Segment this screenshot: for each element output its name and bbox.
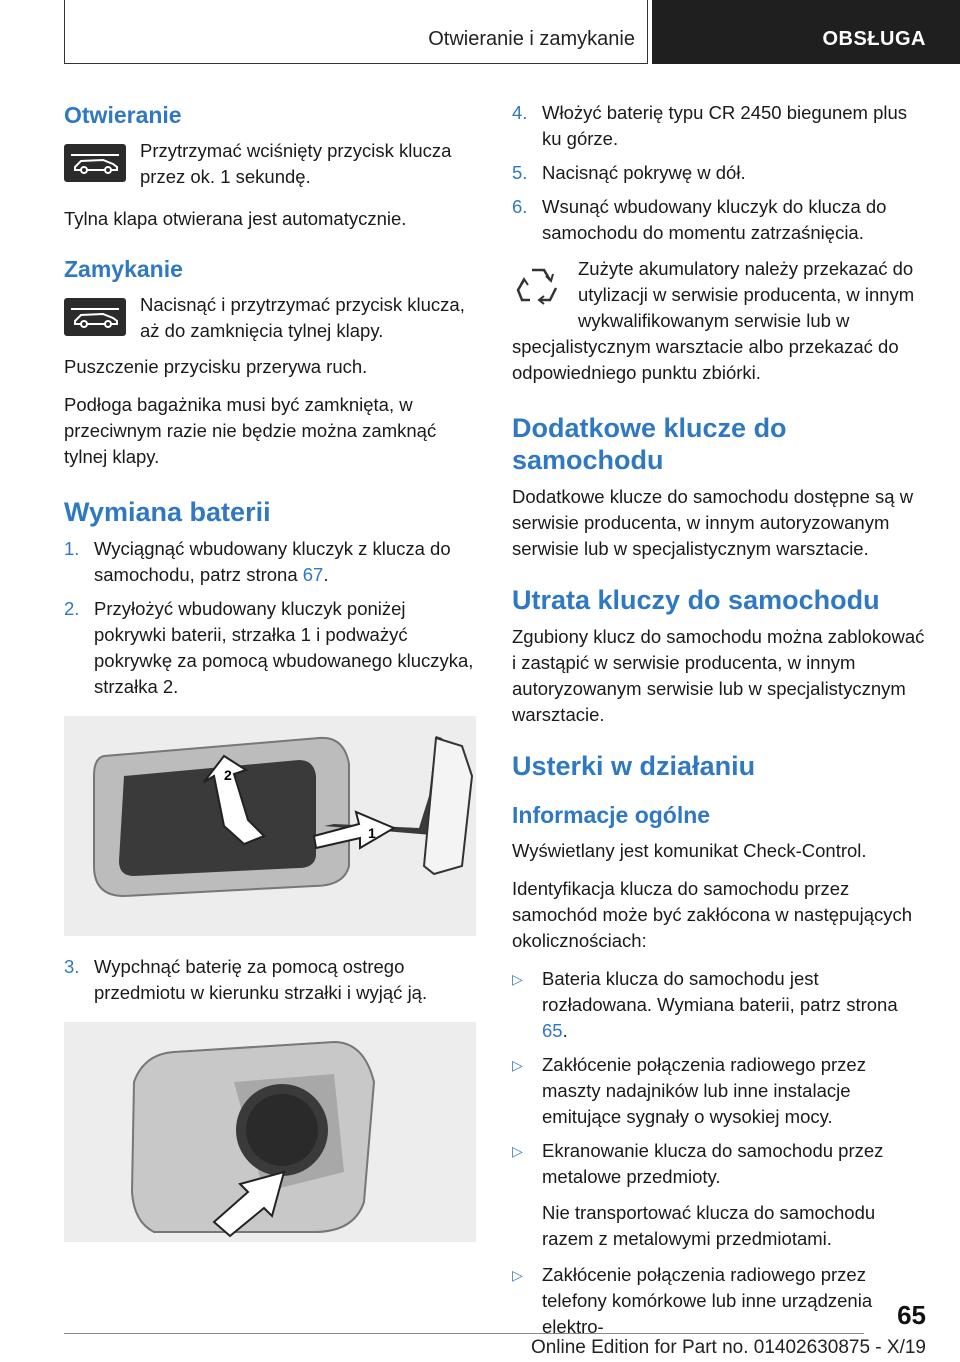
footer-edition: Online Edition for Part no. 01402630875 - X/19	[530, 1337, 926, 1358]
bullet-text: Ekranowanie klucza do samochodu przez metalowe przedmioty.	[542, 1140, 884, 1187]
zamykanie-icon-text: Nacisnąć i przytrzymać przycisk klucza, aż do zamknięcia tylnej klapy.	[140, 294, 465, 341]
heading-usterki: Usterki w działaniu	[512, 751, 756, 781]
step-number: 5.	[512, 162, 528, 183]
page-number: 65	[897, 1300, 926, 1330]
bullet-subparagraph: Nie transportować klucza do samochodu razem z metalowymi przedmiotami.	[542, 1202, 876, 1249]
heading-dodatkowe-klucze: Dodatkowe klucze do samochodu	[512, 413, 787, 475]
step-text: Nacisnąć pokrywę w dół.	[542, 162, 746, 183]
left-column	[64, 100, 476, 1260]
list-item	[512, 966, 926, 1044]
heading-utrata-kluczy: Utrata kluczy do samochodu	[512, 585, 880, 615]
otwieranie-paragraph: Tylna klapa otwierana jest automatycznie.	[64, 208, 407, 229]
list-item	[512, 1052, 926, 1130]
bullet-triangle-icon: ▷	[512, 971, 523, 987]
header-chapter-title: OBSŁUGA	[822, 28, 926, 50]
bullet-text: Zakłócenie połączenia radiowego przez maszty nadajników lub inne instalacje emitujące sygnały o wysokiej mocy.	[542, 1054, 866, 1127]
heading-otwieranie: Otwieranie	[64, 102, 182, 128]
interference-bullet-list-cont	[512, 1262, 926, 1340]
bullet-triangle-icon: ▷	[512, 1267, 523, 1283]
dodatkowe-paragraph: Dodatkowe klucze do samochodu dostępne są w serwisie producenta, w innym autoryzowanym serwisie lub w specjalistycznym warsztacie.	[512, 486, 914, 559]
recycle-icon	[512, 262, 564, 314]
key-fob-illustration	[94, 736, 472, 896]
bullet-triangle-icon: ▷	[512, 1143, 523, 1159]
step-text: Przyłożyć wbudowany kluczyk poniżej pokrywki baterii, strzałka 1 i podważyć pokrywkę za pomocą wbudowanego kluczyka, strzałka 2.	[94, 598, 474, 697]
info-paragraph-1: Wyświetlany jest komunikat Check-Control.	[512, 840, 867, 861]
arrow-label-1: 1	[368, 825, 376, 841]
battery-steps-list-b	[64, 954, 476, 1006]
recycle-note	[512, 256, 926, 386]
step-number: 6.	[512, 196, 528, 217]
zamykanie-paragraph-1: Puszczenie przycisku przerywa ruch.	[64, 356, 368, 377]
heading-zamykanie: Zamykanie	[64, 256, 183, 282]
step-text: Wyciągnąć wbudowany kluczyk z klucza do samochodu, patrz strona 67.	[94, 538, 451, 585]
step-number: 1.	[64, 538, 80, 559]
header-section-title: Otwieranie i zamykanie	[428, 28, 635, 50]
list-item	[512, 100, 926, 152]
recycle-text: Zużyte akumulatory należy przekazać do utylizacji w serwisie producenta, w innym wykwalifikowanym serwisie lub w specjalistycznym warsztacie albo przekazać do odpowiedniego punktu zbiórki.	[512, 258, 915, 383]
utrata-paragraph: Zgubiony klucz do samochodu można zablokować i zastąpić w serwisie producenta, w innym autoryzowanym serwisie lub w specjalistycznym warsztacie.	[512, 626, 925, 725]
list-item	[512, 194, 926, 246]
header-section-tab	[64, 0, 648, 64]
interference-bullet-list	[512, 966, 926, 1190]
zamykanie-paragraph-2: Podłoga bagażnika musi być zamknięta, w przeciwnym razie nie będzie można zamknąć tylnej klapy.	[64, 394, 437, 467]
arrow-label-2: 2	[224, 767, 232, 783]
heading-wymiana-baterii: Wymiana baterii	[64, 497, 271, 527]
figure-remove-battery-cover	[64, 716, 476, 936]
info-paragraph-2: Identyfikacja klucza do samochodu przez samochód może być zakłócona w następujących okolicznościach:	[512, 878, 913, 951]
step-number: 3.	[64, 956, 80, 977]
battery-steps-list-c	[512, 100, 926, 246]
list-item	[64, 954, 476, 1006]
step-text: Włożyć baterię typu CR 2450 biegunem plus ku górze.	[542, 102, 908, 149]
tailgate-button-icon	[64, 144, 126, 182]
footer-divider	[64, 1333, 864, 1334]
right-column	[512, 100, 926, 1350]
battery-steps-list-a	[64, 536, 476, 700]
otwieranie-instruction	[64, 138, 476, 190]
list-item	[512, 160, 926, 186]
figure-push-out-battery	[64, 1022, 476, 1242]
heading-informacje-ogolne: Informacje ogólne	[512, 802, 711, 828]
step-number: 2.	[64, 598, 80, 619]
list-item	[512, 1262, 926, 1340]
list-item	[512, 1138, 926, 1190]
otwieranie-icon-text: Przytrzymać wciśnięty przycisk klucza przez ok. 1 sekundę.	[140, 140, 452, 187]
bullet-text: Bateria klucza do samochodu jest rozładowana. Wymiana baterii, patrz strona 65.	[542, 968, 898, 1041]
bullet-text: Zakłócenie połączenia radiowego przez telefony komórkowe lub inne urządzenia elektro-	[542, 1264, 873, 1337]
header-chapter-tab	[652, 0, 960, 64]
zamykanie-instruction	[64, 292, 476, 344]
step-number: 4.	[512, 102, 528, 123]
page-link[interactable]: 67	[302, 564, 324, 585]
step-text: Wsunąć wbudowany kluczyk do klucza do samochodu do momentu zatrzaśnięcia.	[542, 196, 887, 243]
page-link[interactable]: 65	[542, 1020, 563, 1041]
list-item	[64, 536, 476, 588]
bullet-triangle-icon: ▷	[512, 1057, 523, 1073]
list-item	[64, 596, 476, 700]
tailgate-button-icon	[64, 298, 126, 336]
step-text: Wypchnąć baterię za pomocą ostrego przedmiotu w kierunku strzałki i wyjąć ją.	[94, 956, 428, 1003]
